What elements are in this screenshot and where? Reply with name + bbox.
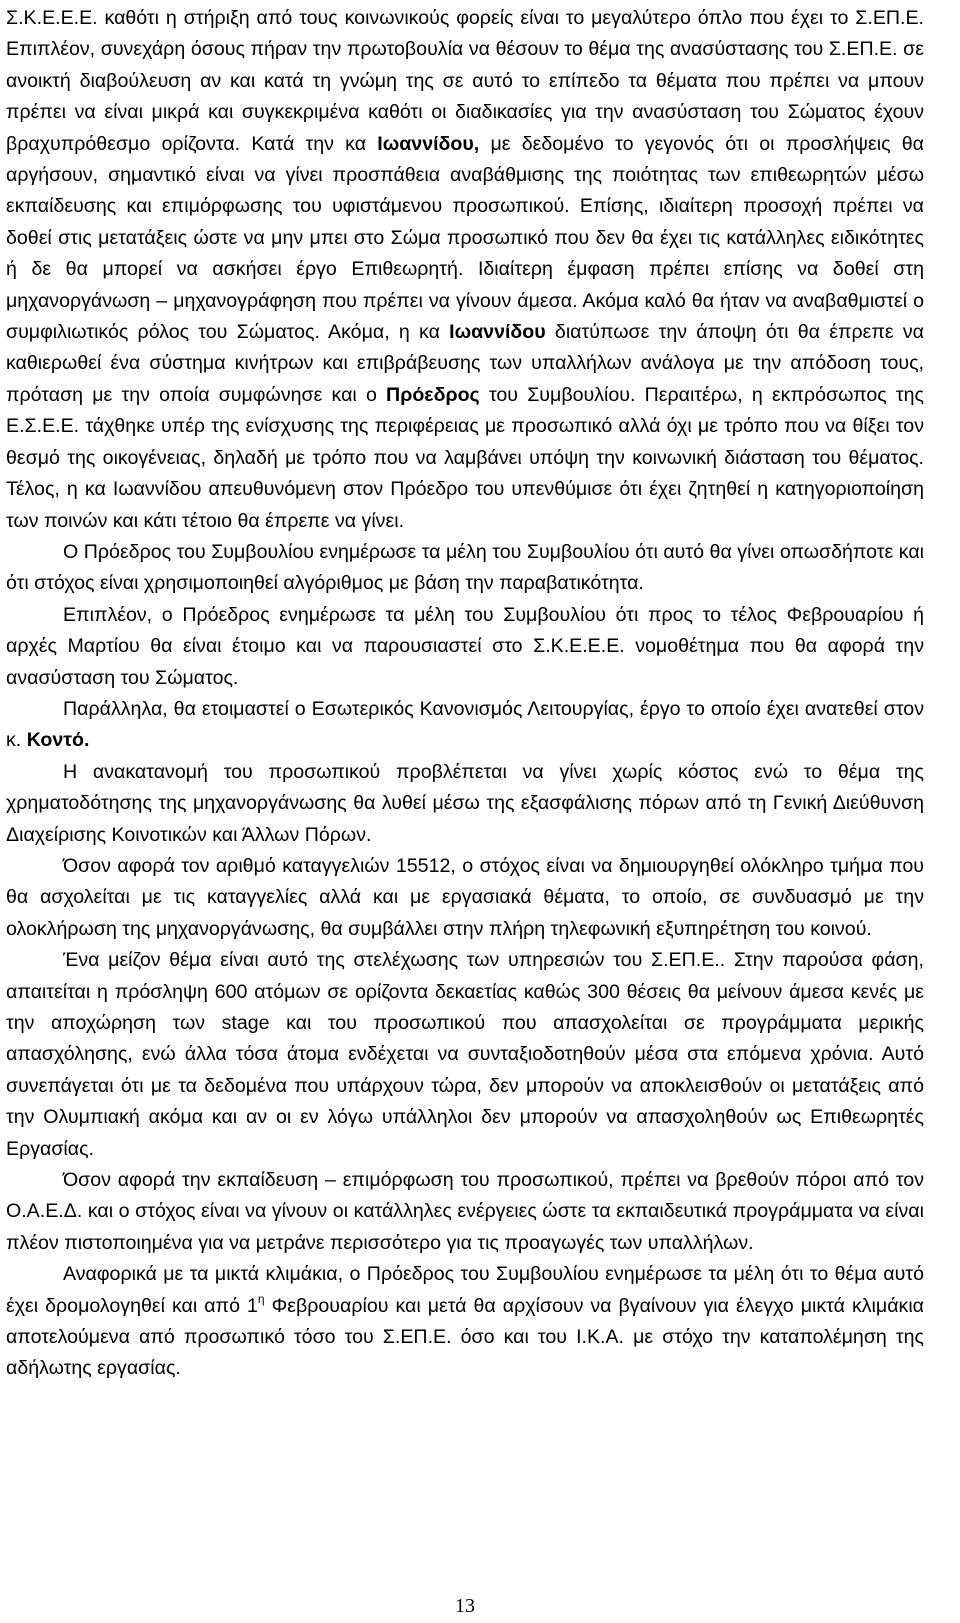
ordinal-superscript: η: [257, 1291, 265, 1306]
paragraph-1-text-a: Σ.Κ.Ε.Ε.Ε. καθότι η στήριξη από τους κοινωνικούς φορείς είναι το μεγαλύτερο όπλο που έχει το Σ.ΕΠ.Ε. Επιπλέον, συνεχάρη όσους πήραν την πρωτοβουλία να θέσουν το θέμα της ανασύστασης του Σ.ΕΠ.Ε. σε ανοικτή διαβούλευση αν και κατά τη γνώμη της σε αυτό το επίπεδο τα θέματα που πρέπει να μπουν πρέπει να είναι μικρά και συγκεκριμένα καθότι οι διαδικασίες για την ανασύσταση του Σώματος έχουν βραχυπρόθεσμο ορίζοντα. Κατά την κα: [6, 7, 924, 155]
page-number: 13: [455, 1595, 475, 1617]
paragraph-1-text-d: του Συμβουλίου. Περαιτέρω, η εκπρόσωπος της Ε.Σ.Ε.Ε. τάχθηκε υπέρ της ενίσχυσης της περιφέρειας με προσωπικό αλλά όχι με τρόπο που να θίξει τον θεσμό της οικογένειας, δηλαδή με τρόπο που να λαμβάνει υπόψη την κοινωνική διάσταση του θέματος. Τέλος, η κα Ιωαννίδου απευθυνόμενη στον Πρόεδρο του υπενθύμισε ότι έχει ζητηθεί η κατηγοριοποίηση των ποινών και κάτι τέτοιο θα έπρεπε να γίνει.: [6, 383, 924, 532]
paragraph-1-text-b: με δεδομένο το γεγονός ότι οι προσλήψεις θα αργήσουν, σημαντικό είναι να γίνει προσπάθεια αναβάθμισης της ποιότητας των επιθεωρητών μέσω εκπαίδευσης και επιμόρφωσης του υφιστάμενου προσωπικού. Επίσης, ιδιαίτερη προσοχή πρέπει να δοθεί στις μετατάξεις ώστε να μην μπει στο Σώμα προσωπικό που δεν θα έχει τις κατάλληλες ειδικότητες ή δε θα μπορεί να ασκήσει έργο Επιθεωρητή. Ιδιαίτερη έμφαση πρέπει επίσης να δοθεί στη μηχανοργάνωση – μηχανογράφηση που πρέπει να γίνουν άμεσα. Ακόμα καλό θα ήταν να αναβαθμιστεί ο συμφιλιωτικός ρόλος του Σώματος. Ακόμα, η κα: [6, 132, 924, 344]
speaker-name: Ιωαννίδου: [449, 321, 546, 344]
speaker-name: Ιωαννίδου,: [377, 132, 480, 155]
paragraph-4: [6, 694, 924, 757]
paragraph-3: Επιπλέον, ο Πρόεδρος ενημέρωσε τα μέλη του Συμβουλίου ότι προς το τέλος Φεβρουαρίου ή αρχές Μαρτίου θα είναι έτοιμο και να παρουσιαστεί στο Σ.Κ.Ε.Ε.Ε. νομοθέτημα που θα αφορά την ανασύσταση του Σώματος.: [6, 603, 924, 689]
paragraph-1-text-c: διατύπωσε την άποψη ότι θα έπρεπε να καθιερωθεί ένα σύστημα κινήτρων και επιβράβευσης των υπαλλήλων ανάλογα με την απόδοση τους, πρόταση με την οποία συμφώνησε και ο: [6, 321, 924, 406]
paragraph-8: Όσον αφορά την εκπαίδευση – επιμόρφωση του προσωπικού, πρέπει να βρεθούν πόροι από τον Ο.Α.Ε.Δ. και ο στόχος είναι να γίνουν οι κατάλληλες ενέργειες ώστε τα εκπαιδευτικά προγράμματα να είναι πλέον πιστοποιημένα για να μετράνε περισσότερο για τις προαγωγές των υπαλλήλων.: [6, 1169, 924, 1254]
document-body: [6, 3, 924, 1385]
paragraph-9: [6, 1259, 924, 1385]
speaker-name: Πρόεδρος: [386, 383, 480, 406]
paragraph-9-text-a: Αναφορικά με τα μικτά κλιμάκια, ο Πρόεδρος του Συμβουλίου ενημέρωσε τα μέλη ότι το θέμα αυτό έχει δρομολογηθεί και από 1: [6, 1263, 924, 1317]
paragraph-9-text-b: Φεβρουαρίου και μετά θα αρχίσουν να βγαίνουν για έλεγχο μικτά κλιμάκια αποτελούμενα από προσωπικό τόσο του Σ.ΕΠ.Ε. όσο και του Ι.Κ.Α. με στόχο την καταπολέμηση της αδήλωτης εργασίας.: [6, 1294, 924, 1380]
speaker-name: Κοντό.: [26, 729, 90, 752]
paragraph-4-text: Παράλληλα, θα ετοιμαστεί ο Εσωτερικός Κανονισμός Λειτουργίας, έργο το οποίο έχει ανατεθεί στον κ.: [6, 697, 924, 752]
paragraph-5: Η ανακατανομή του προσωπικού προβλέπεται να γίνει χωρίς κόστος ενώ το θέμα της χρηματοδότησης της μηχανοργάνωσης θα λυθεί μέσω της εξασφάλισης πόρων από τη Γενική Διεύθυνση Διαχείρισης Κοινοτικών και Άλλων Πόρων.: [6, 760, 924, 846]
paragraph-1: [6, 3, 924, 537]
paragraph-7: Ένα μείζον θέμα είναι αυτό της στελέχωσης των υπηρεσιών του Σ.ΕΠ.Ε.. Στην παρούσα φάση, απαιτείται η πρόσληψη 600 ατόμων σε ορίζοντα δεκαετίας καθώς 300 θέσεις θα μείνουν άμεσα κενές με την αποχώρηση των stage και του προσωπικού που απασχολείται σε προγράμματα μερικής απασχόλησης, ενώ άλλα τόσα άτομα ενδέχεται να συνταξιοδοτηθούν μέσα στα επόμενα χρόνια. Αυτό συνεπάγεται ότι με τα δεδομένα που υπάρχουν τώρα, δεν μπορούν να αποκλεισθούν οι μετατάξεις από την Ολυμπιακή ακόμα και αν οι εν λόγω υπάλληλοι δεν μπορούν να απασχοληθούν ως Επιθεωρητές Εργασίας.: [6, 949, 924, 1160]
paragraph-6: Όσον αφορά τον αριθμό καταγγελιών 15512, ο στόχος είναι να δημιουργηθεί ολόκληρο τμήμα που θα ασχολείται με τις καταγγελίες αλλά και με εργασιακά θέματα, το οποίο, σε συνδυασμό με την ολοκλήρωση της μηχανοργάνωσης, θα συμβάλλει στην πλήρη τηλεφωνική εξυπηρέτηση του κοινού.: [6, 854, 924, 940]
paragraph-2: Ο Πρόεδρος του Συμβουλίου ενημέρωσε τα μέλη του Συμβουλίου ότι αυτό θα γίνει οπωσδήποτε και ότι στόχος είναι χρησιμοποιηθεί αλγόριθμος με βάση την παραβατικότητα.: [6, 540, 924, 595]
